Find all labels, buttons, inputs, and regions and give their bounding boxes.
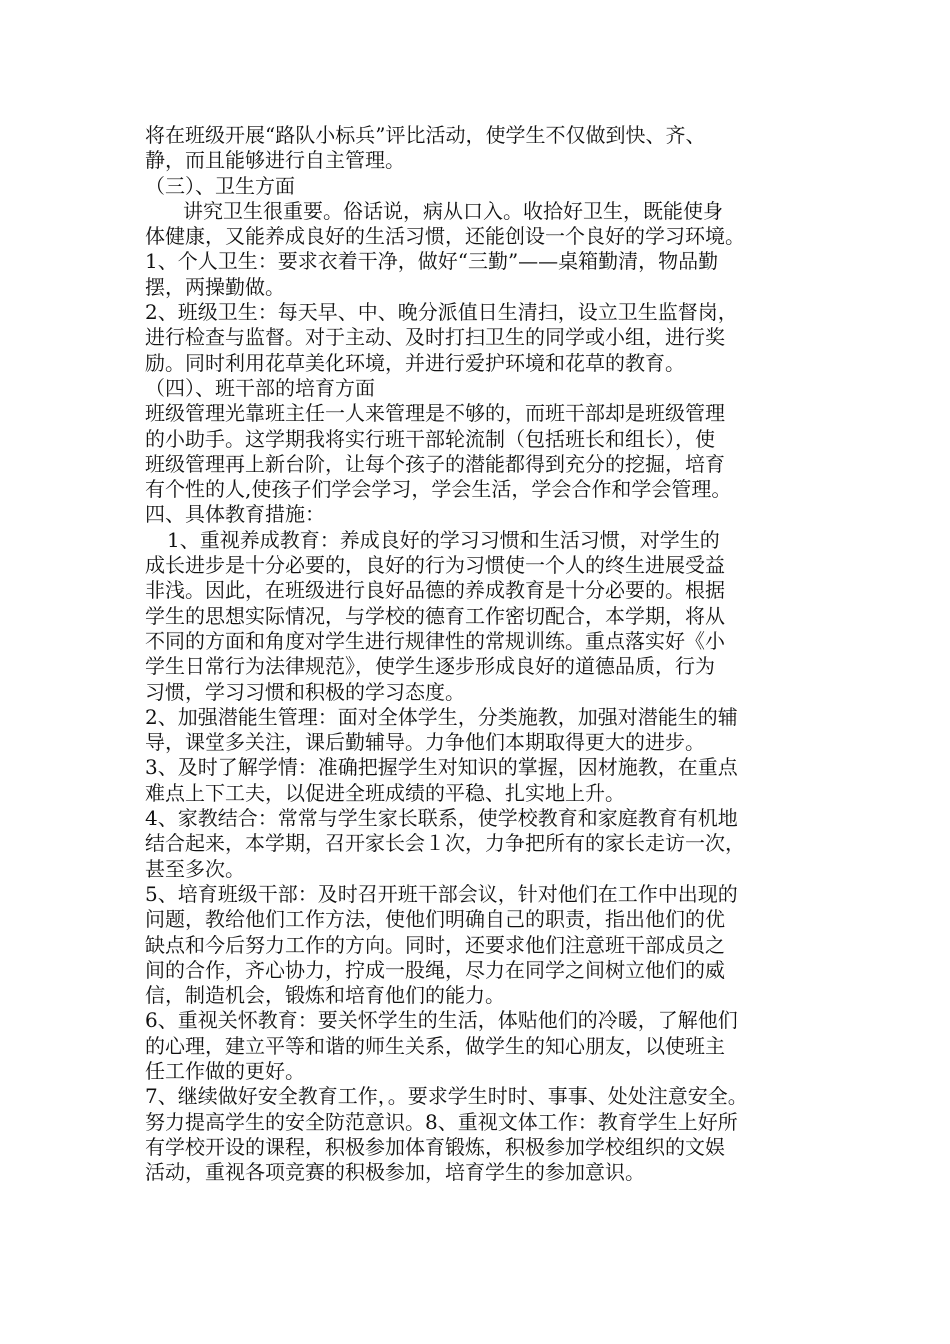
text-line: 有学校开设的课程，积极参加体育锻炼，积极参加学校组织的文娱: [145, 1134, 725, 1159]
text-line: 学生的思想实际情况，与学校的德育工作密切配合，本学期，将从: [145, 603, 725, 628]
text-line: 摆，两操勤做。: [145, 274, 285, 299]
text-line: 4、家教结合：常常与学生家长联系，使学校教育和家庭教育有机地: [145, 806, 738, 831]
text-line: 1、个人卫生：要求衣着干净，做好“三勤”——桌箱勤清，物品勤: [145, 249, 719, 274]
text-line: 班级管理再上新台阶，让每个孩子的潜能都得到充分的挖掘，培育: [145, 451, 725, 476]
text-line: 非浅。因此，在班级进行良好品德的养成教育是十分必要的。根据: [145, 578, 725, 603]
text-line: 活动，重视各项竞赛的积极参加，培育学生的参加意识。: [145, 1160, 645, 1185]
text-line: 有个性的人,使孩子们学会学习，学会生活，学会合作和学会管理。: [145, 477, 732, 502]
text-line: 将在班级开展“路队小标兵”评比活动，使学生不仅做到快、齐、: [145, 123, 706, 147]
text-line: 1、重视养成教育：养成良好的学习习惯和生活习惯，对学生的: [167, 527, 720, 552]
text-line: 四、具体教育措施：: [145, 502, 325, 527]
text-line: （四）、班干部的培育方面: [145, 375, 375, 400]
text-line: 难点上下工夫，以促进全班成绩的平稳、扎实地上升。: [145, 780, 625, 805]
text-line: 进行检查与监督。对于主动、及时打扫卫生的同学或小组，进行奖: [145, 325, 725, 350]
text-line: 体健康，又能养成良好的生活习惯，还能创设一个良好的学习环境。: [145, 224, 745, 249]
text-line: 甚至多次。: [145, 856, 245, 881]
text-line: 问题，教给他们工作方法，使他们明确自己的职责，指出他们的优: [145, 907, 725, 932]
text-line: 缺点和今后努力工作的方向。同时，还要求他们注意班干部成员之: [145, 932, 725, 957]
text-line: 讲究卫生很重要。俗话说，病从口入。收拾好卫生，既能使身: [183, 198, 723, 223]
text-line: 6、重视关怀教育：要关怀学生的生活，体贴他们的冷暖，了解他们: [145, 1008, 738, 1033]
document-body: [145, 123, 815, 1185]
text-line: （三）、卫生方面: [145, 173, 295, 198]
text-line: 不同的方面和角度对学生进行规律性的常规训练。重点落实好《小: [145, 628, 725, 653]
text-line: 习惯，学习习惯和积极的学习态度。: [145, 679, 465, 704]
text-line: 的心理，建立平等和谐的师生关系，做学生的知心朋友，以使班主: [145, 1033, 725, 1058]
text-line: 成长进步是十分必要的，良好的行为习惯使一个人的终生进展受益: [145, 553, 725, 578]
text-line: 学生日常行为法律规范》，使学生逐步形成良好的道德品质，行为: [145, 654, 715, 679]
text-line: 励。同时利用花草美化环境，并进行爱护环境和花草的教育。: [145, 350, 685, 375]
text-line: 的小助手。这学期我将实行班干部轮流制（包括班长和组长），使: [145, 426, 715, 451]
text-line: 任工作做的更好。: [145, 1058, 305, 1083]
text-line: 2、加强潜能生管理：面对全体学生，分类施教，加强对潜能生的辅: [145, 704, 738, 729]
text-line: 静，而且能够进行自主管理。: [145, 148, 405, 173]
text-line: 信，制造机会，锻炼和培育他们的能力。: [145, 983, 505, 1008]
text-line: 结合起来，本学期，召开家长会１次，力争把所有的家长走访一次，: [145, 831, 745, 856]
text-line: 班级管理光靠班主任一人来管理是不够的，而班干部却是班级管理: [145, 401, 725, 426]
text-line: 努力提高学生的安全防范意识。8、重视文体工作：教育学生上好所: [145, 1109, 738, 1134]
text-line: 2、班级卫生：每天早、中、晚分派值日生清扫，设立卫生监督岗，: [145, 300, 738, 325]
text-line: 间的合作，齐心协力，拧成一股绳，尽力在同学之间树立他们的威: [145, 957, 725, 982]
text-line: 7、继续做好安全教育工作，。要求学生时时、事事、处处注意安全。: [145, 1084, 748, 1109]
text-line: 3、及时了解学情：准确把握学生对知识的掌握，因材施教，在重点: [145, 755, 738, 780]
text-line: 导，课堂多关注，课后勤辅导。力争他们本期取得更大的进步。: [145, 730, 705, 755]
text-line: 5、培育班级干部：及时召开班干部会议，针对他们在工作中出现的: [145, 881, 738, 906]
